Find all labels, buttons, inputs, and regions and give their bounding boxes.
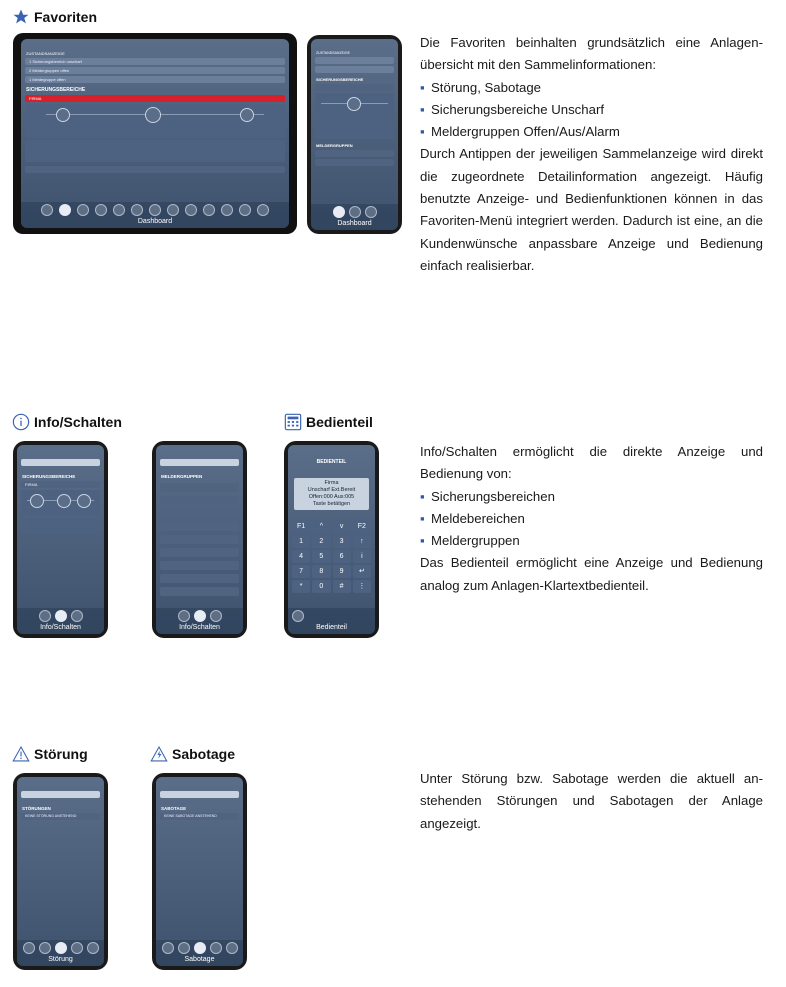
key[interactable]: ↑ [353, 535, 371, 548]
info-icon[interactable] [23, 942, 35, 954]
warning-icon[interactable] [167, 204, 179, 216]
door-icon[interactable] [87, 942, 99, 954]
sabotage-title: Sabotage [150, 745, 235, 763]
key[interactable]: F1 [292, 520, 310, 533]
list-item[interactable]: 2 Meldergruppen offen [25, 67, 285, 74]
phone-stoerung: STÖRUNGEN KEINE STÖRUNG ANSTEHEND Störung [13, 773, 108, 970]
lcd-display: Firma Unscharf Ext.Bereit Offen:000 Aus:005 Taste betätigen [294, 478, 369, 510]
list-item[interactable]: 1 Sicherungsbereich unscharf [25, 58, 285, 65]
list-item: ▪ Sicherungsbereichen [420, 488, 555, 504]
calendar-icon[interactable] [203, 204, 215, 216]
home-icon[interactable] [210, 942, 222, 954]
warning-icon [12, 745, 30, 763]
stoerung-text: Unter Störung bzw. Sabotage werden die aktuell anstehenden Störungen und Sabotagen der Anlage angezeigt. [420, 771, 763, 831]
key[interactable]: ⋮ [353, 580, 371, 593]
info-text: Info/Schalten ermöglicht die direkte Anzeige und Bedienung von: ▪ Sicherungsbereichen ▪ Meldebereichen ▪ Meldergruppen Das Bedienteil ermöglicht eine Anzeige und Bedienung analog zum Anlagen-Klartextbedienteil. [420, 444, 763, 593]
keypad-icon [284, 413, 302, 431]
stoerung-title: Störung [12, 745, 88, 763]
phone-info-sicherungsbereiche: SICHERUNGSBEREICHE FIRMA Info/Schalten [13, 441, 108, 638]
info-icon[interactable] [55, 610, 67, 622]
key[interactable]: * [292, 580, 310, 593]
info-icon[interactable] [349, 206, 361, 218]
key[interactable]: 7 [292, 565, 310, 578]
download-icon[interactable] [71, 942, 83, 954]
info-icon[interactable] [77, 204, 89, 216]
history-icon[interactable] [113, 204, 125, 216]
bedienteil-title: Bedienteil [284, 413, 373, 431]
star-icon[interactable] [178, 610, 190, 622]
arm-slider[interactable] [25, 104, 285, 138]
favoriten-title: Favoriten [12, 8, 97, 26]
keypad-icon[interactable] [95, 204, 107, 216]
key[interactable]: 4 [292, 550, 310, 563]
warning-icon[interactable] [131, 204, 143, 216]
key[interactable]: i [353, 550, 371, 563]
list-item: ▪ Meldergruppen [420, 533, 520, 549]
key[interactable]: ↵ [353, 565, 371, 578]
lightning-warning-icon [150, 745, 168, 763]
key[interactable]: 5 [312, 550, 330, 563]
calendar-icon[interactable] [226, 942, 238, 954]
keypad-icon[interactable] [39, 942, 51, 954]
info-title: Info/Schalten [12, 413, 122, 431]
dock: Dashboard [21, 202, 289, 228]
nav-icon[interactable] [41, 204, 53, 216]
arm-slider[interactable] [315, 93, 394, 123]
key[interactable]: F2 [353, 520, 371, 533]
list-item: ▪ Meldebereichen [420, 510, 525, 526]
keypad-icon[interactable] [365, 206, 377, 218]
keypad-icon[interactable] [162, 942, 174, 954]
key[interactable]: 8 [312, 565, 330, 578]
key[interactable]: 6 [333, 550, 351, 563]
key[interactable]: v [333, 520, 351, 533]
key[interactable]: 1 [292, 535, 310, 548]
warning-icon[interactable] [55, 942, 67, 954]
warning-icon[interactable] [178, 942, 190, 954]
keypad-icon[interactable] [210, 610, 222, 622]
phone-bedienteil: BEDIENTEIL Firma Unscharf Ext.Bereit Offen:000 Aus:005 Taste betätigen F1 ^ v F2 1 2 3 ↑ 4 5 6 i 7 8 9 ↵ * 0 # ⋮ Bedienteil [284, 441, 379, 638]
phone-sabotage: SABOTAGE KEINE SABOTAGE ANSTEHEND Sabotage [152, 773, 247, 970]
star-icon[interactable] [292, 610, 304, 622]
star-icon[interactable] [59, 204, 71, 216]
key[interactable]: 3 [333, 535, 351, 548]
list-item: ▪ Meldergruppen Offen/Aus/Alarm [420, 124, 620, 140]
list-item: ▪ Störung, Sabotage [420, 79, 541, 95]
key[interactable]: 9 [333, 565, 351, 578]
list-item: ▪ Sicherungsbereiche Unscharf [420, 101, 604, 117]
star-icon [12, 8, 30, 26]
user-icon[interactable] [239, 204, 251, 216]
list-item[interactable]: 1 Meldegruppe offen [25, 76, 285, 83]
tablet-screenshot: ZUSTANDSANZEIGE 1 Sicherungsbereich unscharf 2 Meldergruppen offen 1 Meldegruppe offen SICHERUNGSBEREICHE FIRMA Dashboard [13, 33, 297, 234]
lock-icon[interactable] [257, 204, 269, 216]
favoriten-text: Die Favoriten beinhalten grundsätzlich eine Anlagenübersicht mit den Sammelinformationen: ▪ Störung, Sabotage ▪ Sicherungsbereiche Unscharf ▪ Meldergruppen Offen/Aus/Alarm Durch Antippen der jeweiligen Sammelanzeige wird direkt die zugeordnete Detailinformation angezeigt. Häufig benutzte Anzeige- und Bedienfunktionen können in das Favoriten-Menü integriert werden. Dadurch ist eine, an die Kundenwünsche anpassbare Anzeige und Bedienung einfach realisierbar. [420, 35, 763, 273]
door-icon[interactable] [149, 204, 161, 216]
phone-info-meldergruppen: MELDERGRUPPEN Info/Schalten [152, 441, 247, 638]
info-icon [12, 413, 30, 431]
key[interactable]: ^ [312, 520, 330, 533]
area-row[interactable]: FIRMA [25, 95, 285, 102]
key[interactable]: 0 [312, 580, 330, 593]
key[interactable]: 2 [312, 535, 330, 548]
lightning-warning-icon[interactable] [194, 942, 206, 954]
keypad-icon[interactable] [71, 610, 83, 622]
export-icon[interactable] [221, 204, 233, 216]
star-icon[interactable] [333, 206, 345, 218]
arm-slider[interactable] [21, 490, 100, 516]
info-icon[interactable] [194, 610, 206, 622]
keypad [292, 520, 371, 593]
key[interactable]: # [333, 580, 351, 593]
phone-dashboard: ZUSTANDSANZEIGE SICHERUNGSBEREICHE MELDERGRUPPEN Dashboard [307, 35, 402, 234]
home-icon[interactable] [185, 204, 197, 216]
star-icon[interactable] [39, 610, 51, 622]
